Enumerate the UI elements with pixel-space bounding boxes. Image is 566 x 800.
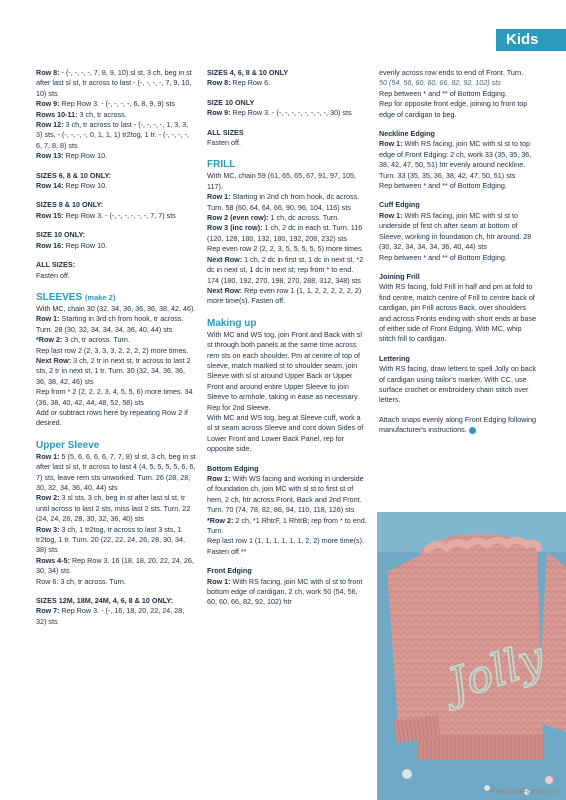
instruction-row: Row 12: 3 ch, tr across to last - (-, -, -, -, 1, 3, 3, 3) sts, - (-, -, -, -, 0, 1, 1, 1) tr2tog, 1 tr. - (-, -, -, -, 6, 7, 8, 8) sts [36, 120, 189, 150]
subsection-title-neckline-edging: Neckline Edging [379, 129, 435, 139]
column-2 [207, 68, 367, 608]
size-heading: SIZES 12M, 18M, 24M, 4, 6, 8 & 10 ONLY: [36, 596, 174, 606]
instruction-text: Rep between * and ** of Bottom Edging. [379, 252, 507, 262]
instruction-text: Add or subtract rows here by repeating Row 2 if desired. [36, 407, 188, 428]
instruction-row: Row 1: With RS facing, join MC with sl st to top edge of Front Edging: 2 ch, work 33 (35, 35, 36, 38, 42, 47, 50, 51) htr evenly around neckline. Turn. 33 (35, 35, 36, 38, 42, 47, 50, 51) sts [379, 139, 532, 180]
size-heading: ALL SIZES [207, 127, 244, 137]
section-title-sleeves: SLEEVES (make 2) [36, 291, 116, 303]
instruction-text: Fasten off.** [207, 546, 247, 556]
instruction-text: With RS facing, draw letters to spell Jolly on back of cardigan using tailor's marker. With CC, use surface crochet or embroidery chain stitch over letters. [379, 364, 536, 405]
end-mark-icon [469, 427, 476, 434]
instruction-text: With MC and WS tog, beg at Sleeve cuff, work a sl st seam across Sleeve and cont down Sides of Lower Front and Lower Back Panel, rep for opposite side. [207, 412, 364, 454]
instruction-text: Rep even row 2 (2, 2, 3, 5, 5, 5, 5, 5) more times. [207, 244, 364, 254]
instruction-row: Row 2 (even row): 1 ch, dc across. Turn. [207, 213, 340, 223]
instruction-row: Row 1: Starting in 2nd ch from hook, dc across. Turn. 58 (60, 64, 64, 66, 90, 96, 104, 116) sts [207, 192, 360, 212]
embroidered-lettering: Jolly [442, 632, 551, 711]
subsection-title-front-edging: Front Edging [207, 566, 252, 576]
instruction-row: Row 16: Rep Row 10. [36, 240, 108, 250]
instruction-text: Rep between * and ** of Bottom Edging. [379, 181, 507, 191]
size-heading: ALL SIZES: [36, 260, 76, 270]
instruction-row: Next Row: 3 ch, 2 tr in next st, tr across to last 2 sts, 2 tr in next st, 1 tr. Turn. 30 (32, 34, 36, 36, 36, 38, 42, 46) sts [36, 355, 191, 386]
size-heading: SIZE 10 ONLY [207, 97, 255, 107]
instruction-row: *Row 2: 2 ch, *1 RhtrF, 1 RhtrB; rep from * to end. Turn. [207, 515, 367, 536]
instruction-row: Row 14: Rep Row 10. [36, 181, 108, 191]
instruction-text: Row 6: 3 ch, tr across. Turn. [36, 576, 126, 586]
instruction-text: Attach snaps evenly along Front Edging following manufacturer's instructions. [379, 414, 537, 435]
cardigan-illustration [377, 512, 566, 800]
watermark: PassionForum.ru [489, 786, 558, 796]
instruction-text: Fasten off. [207, 138, 241, 148]
instruction-row: Next Row: 1 ch, 2 dc in first st, 1 dc in next st, *2 dc in next st, 1 dc in next st; rep from * to end. 174 (180, 192, 270, 198, 270, 288, 312, 348) sts [207, 254, 364, 285]
section-title-frill: FRILL [207, 159, 236, 171]
instruction-row: Row 1: With RS facing, join MC with sl st to front bottom edge of cardigan, 2 ch, work 50 (54, 56, 60, 60, 66, 82, 92, 102) htr [207, 576, 363, 607]
instruction-row: Next Row: Rep even row 1 (1, 1, 2, 2, 2, 2, 2, 2) more time(s). Fasten off. [207, 285, 362, 306]
instruction-text: 50 (54, 56, 60, 60, 66, 82, 92, 102) sts [379, 78, 501, 88]
instruction-text: With RS facing, fold Frill in half and pm at fold to find centre, match centre of Frill to centre back of cardigan, pin Frill across Back, over shoulders and across Fronts ending with short ends at base of either side of Front Edging. With MC, whip stitch frill to cardigan. [379, 282, 537, 344]
size-heading: SIZES 4, 6, 8 & 10 ONLY [207, 68, 289, 77]
size-heading: SIZE 10 ONLY: [36, 230, 86, 240]
instruction-row: Row 8: - (-, -, -, -, 7, 8, 9, 10) sl st, 3 ch, beg in st after last sl st, tr across to last - (-, -, -, -, 7, 9, 10, 10) sts [36, 68, 192, 98]
instruction-row: Row 13: Rep Row 10. [36, 151, 108, 161]
instruction-row: Row 1: With WS facing and working in underside of foundation ch, join MC with sl st to first st of hem, 2 ch, htr across Front, Back and 2nd Front. Turn. 70 (74, 78, 82, 86, 94, 110, 118, 126) sts [207, 474, 364, 515]
instruction-row: Row 8: Rep Row 6. [207, 78, 271, 88]
size-heading: SIZES 8 & 10 ONLY: [36, 200, 104, 210]
instruction-row: *Row 2: 3 ch, tr across. Turn. [36, 335, 130, 345]
section-tab: Kids [496, 29, 566, 51]
section-title-upper-sleeve: Upper Sleeve [36, 439, 100, 451]
instruction-text: Fasten off. [36, 270, 70, 280]
instruction-text: Rep between * and ** of Bottom Edging. [379, 88, 507, 98]
column-3 [379, 68, 539, 436]
instruction-row: Rows 10-11: 3 ch, tr across. [36, 109, 127, 119]
instruction-text: Rep last row 2 (2, 3, 3, 3, 2, 2, 2, 2) more times. [36, 345, 189, 355]
instruction-row: Row 3: 3 ch, 1 tr2tog, tr across to last 3 sts, 1 tr2tog, 1 tr. Turn. 20 (22, 22, 24, 26, 28, 30, 34, 38) sts [36, 524, 186, 555]
size-heading: SIZES 6, 8 & 10 ONLY: [36, 170, 112, 180]
subsection-title-bottom-edging: Bottom Edging [207, 463, 259, 473]
instruction-row: Rows 4-5: Rep Row 3. 16 (18, 18, 20, 22, 24, 26, 30, 34) sts [36, 555, 194, 576]
instruction-text: Rep for opposite front edge, joining to front top edge of cardigan to beg. [379, 99, 528, 119]
instruction-row: Row 15: Rep Row 3. - (-, -, -, -, -, -, 7, 7) sts [36, 210, 176, 220]
instruction-row: Row 9: Rep Row 3. - (-, -, -, -, -, -, -, -, 30) sts [207, 108, 352, 118]
instruction-row: Row 2: 3 sl sts, 3 ch, beg in st after last sl st, tr until across to last 2 sts, miss last 2 sts. Turn. 22 (24, 24, 26, 28, 30, 32, 36, 40) sts [36, 493, 191, 524]
instruction-row: Row 1: Starting in 3rd ch from hook, tr across. Turn. 28 (30, 32, 34, 34, 34, 36, 40, 44) sts [36, 314, 184, 334]
instruction-text: Rep last row 1 (1, 1, 1, 1, 1, 1, 2, 2) more time(s). [207, 536, 364, 546]
instruction-row: Row 9: Rep Row 3. - (-, -, -, -, 6, 8, 9, 9) sts [36, 99, 175, 109]
subsection-title-lettering: Lettering [379, 353, 410, 363]
instruction-row: Row 1: 5 (5, 6, 6, 6, 6, 7, 7, 8) sl st, 3 ch, beg in st after last sl st, tr across to last 4 (4, 5, 5, 5, 5, 6, 6, 7) sts, leave rem sts unworked. Turn. 26 (28, 28, 30, 32, 34, 36, 40, 44) sts [36, 451, 196, 492]
column-1 [36, 68, 196, 627]
instruction-row: Row 1: With RS facing, join MC with sl st to underside of first ch after seam at bottom of Sleeve, working in foundation ch, htr around. 28 (30, 32, 34, 34, 34, 36, 40, 44) sts [379, 210, 532, 252]
instruction-row: Row 3 (inc row): 1 ch, 2 dc in each st. Turn. 116 (120, 128, 180, 132, 180, 192, 208, 232) sts [207, 223, 363, 243]
instruction-text: With MC, chain 30 (32, 34, 36, 36, 36, 38, 42, 46). [36, 303, 196, 313]
subsection-title-cuff-edging: Cuff Edging [379, 200, 420, 210]
cardigan-photo [377, 512, 566, 800]
section-title-making-up: Making up [207, 317, 257, 329]
instruction-text: Rep from * 2 (2, 2, 2, 3, 4, 5, 5, 6) more times. 34 (36, 38, 40, 42, 44, 48, 52, 58) sts [36, 387, 193, 407]
instruction-text: With MC and WS tog, join Front and Back with sl st through both panels at the same time across rem sts on each shoulder. Pm at centre of top of sleeve, match marked st to shoulder seam, join Sleeve with sl st around Upper Back or Upper Front and around entire Upper Sleeve to join Sleeve to armhole, taking in ease as necessary. Rep for 2nd Sleeve. [207, 329, 362, 412]
instruction-text: With MC, chain 59 (61, 65, 65, 67, 91, 97, 105, 117). [207, 171, 357, 191]
subsection-title-joining-frill: Joining Frill [379, 271, 420, 281]
instruction-text: evenly across row ends to end of Front. Turn. [379, 68, 524, 77]
instruction-row: Row 7: Rep Row 3. - (-, 16, 18, 20, 22, 24, 28, 32) sts [36, 606, 185, 626]
